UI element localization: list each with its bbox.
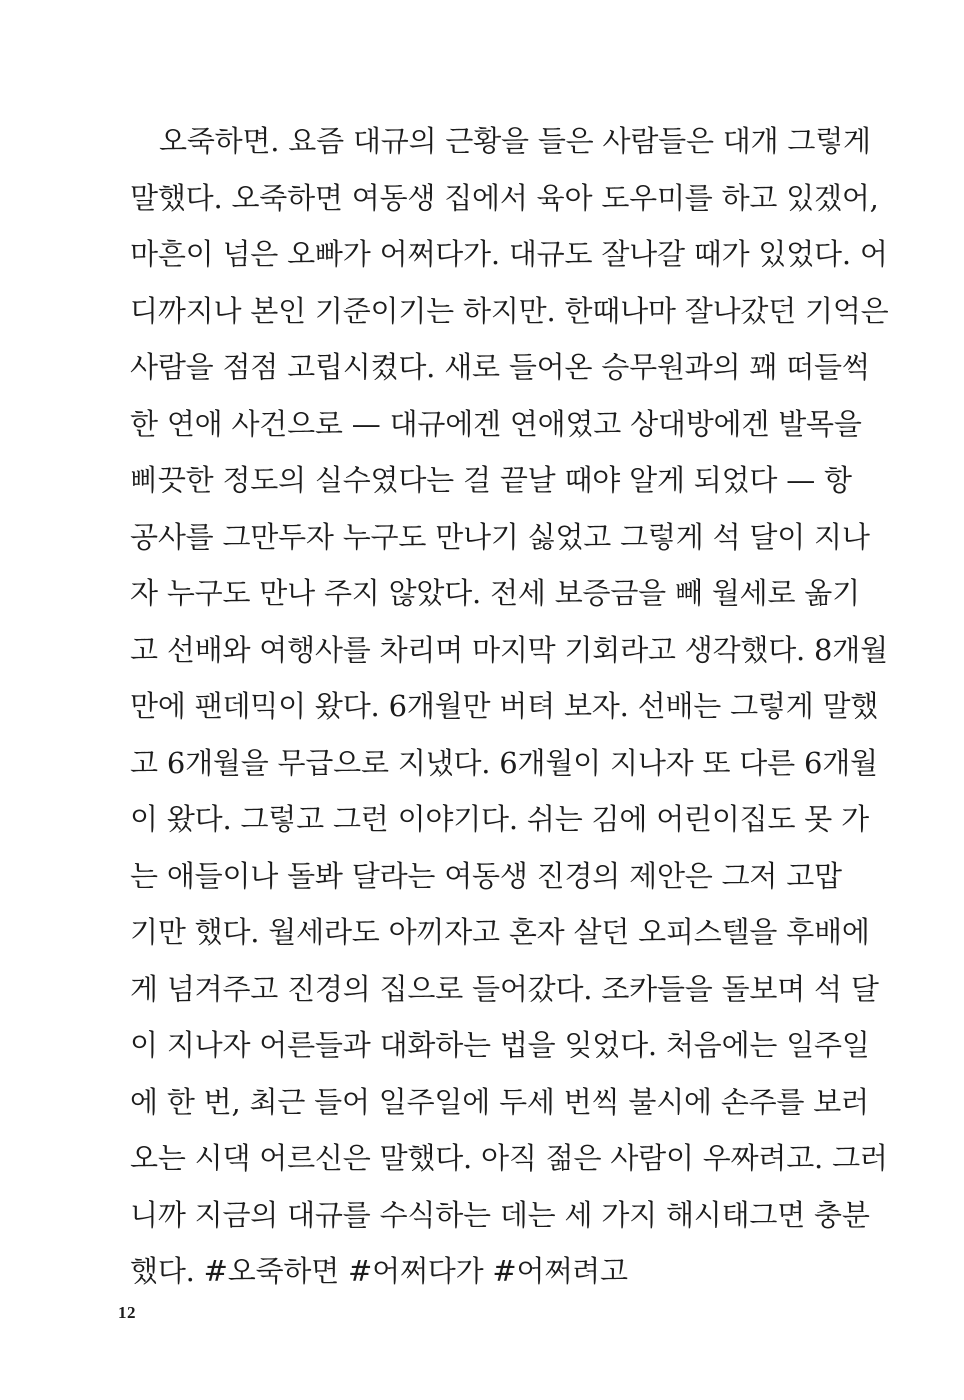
text-line-3: 마흔이 넘은 오빠가 어쩌다가. 대규도 잘나갈 때가 있었다. 어 xyxy=(130,237,888,271)
text-line-10: 고 선배와 여행사를 차리며 마지막 기회라고 생각했다. 8개월 xyxy=(130,632,888,667)
text-line-1: 오죽하면. 요즘 대규의 근황을 들은 사람들은 대개 그렇게 xyxy=(159,124,871,158)
text-line-20: 니까 지금의 대규를 수식하는 데는 세 가지 해시태그면 충분 xyxy=(130,1197,870,1232)
page-number: 12 xyxy=(118,1303,136,1322)
text-line-4: 디까지나 본인 기준이기는 하지만. 한때나마 잘나갔던 기억은 xyxy=(130,293,889,328)
text-line-7: 삐끗한 정도의 실수였다는 걸 끝날 때야 알게 되었다 — 항 xyxy=(130,463,852,497)
text-line-2: 말했다. 오죽하면 여동생 집에서 육아 도우미를 하고 있겠어, xyxy=(130,180,879,215)
text-line-9: 자 누구도 만나 주지 않았다. 전세 보증금을 빼 월세로 옮기 xyxy=(130,576,860,610)
text-line-13: 이 왔다. 그렇고 그런 이야기다. 쉬는 김에 어린이집도 못 가 xyxy=(130,802,869,836)
text-line-17: 이 지나자 어른들과 대화하는 법을 잊었다. 처음에는 일주일 xyxy=(130,1028,870,1062)
text-line-19: 오는 시댁 어르신은 말했다. 아직 젊은 사람이 우짜려고. 그러 xyxy=(130,1141,888,1175)
text-line-21: 했다. #오죽하면 #어쩌다가 #어쩌려고 xyxy=(130,1254,628,1288)
text-line-15: 기만 했다. 월세라도 아끼자고 혼자 살던 오피스텔을 후배에 xyxy=(130,915,870,949)
text-line-12: 고 6개월을 무급으로 지냈다. 6개월이 지나자 또 다른 6개월 xyxy=(130,745,878,780)
text-line-5: 사람을 점점 고립시켰다. 새로 들어온 승무원과의 꽤 떠들썩 xyxy=(130,350,870,384)
body-paragraph xyxy=(130,117,889,1304)
text-line-6: 한 연애 사건으로 — 대규에겐 연애였고 상대방에겐 발목을 xyxy=(130,406,862,441)
text-line-16: 게 넘겨주고 진경의 집으로 들어갔다. 조카들을 돌보며 석 달 xyxy=(130,971,879,1006)
text-line-8: 공사를 그만두자 누구도 만나기 싫었고 그렇게 석 달이 지나 xyxy=(130,519,870,554)
text-line-18: 에 한 번, 최근 들어 일주일에 두세 번씩 불시에 손주를 보러 xyxy=(130,1084,869,1119)
text-line-11: 만에 팬데믹이 왔다. 6개월만 버텨 보자. 선배는 그렇게 말했 xyxy=(130,689,879,723)
text-line-14: 는 애들이나 돌봐 달라는 여동생 진경의 제안은 그저 고맙 xyxy=(130,858,842,893)
